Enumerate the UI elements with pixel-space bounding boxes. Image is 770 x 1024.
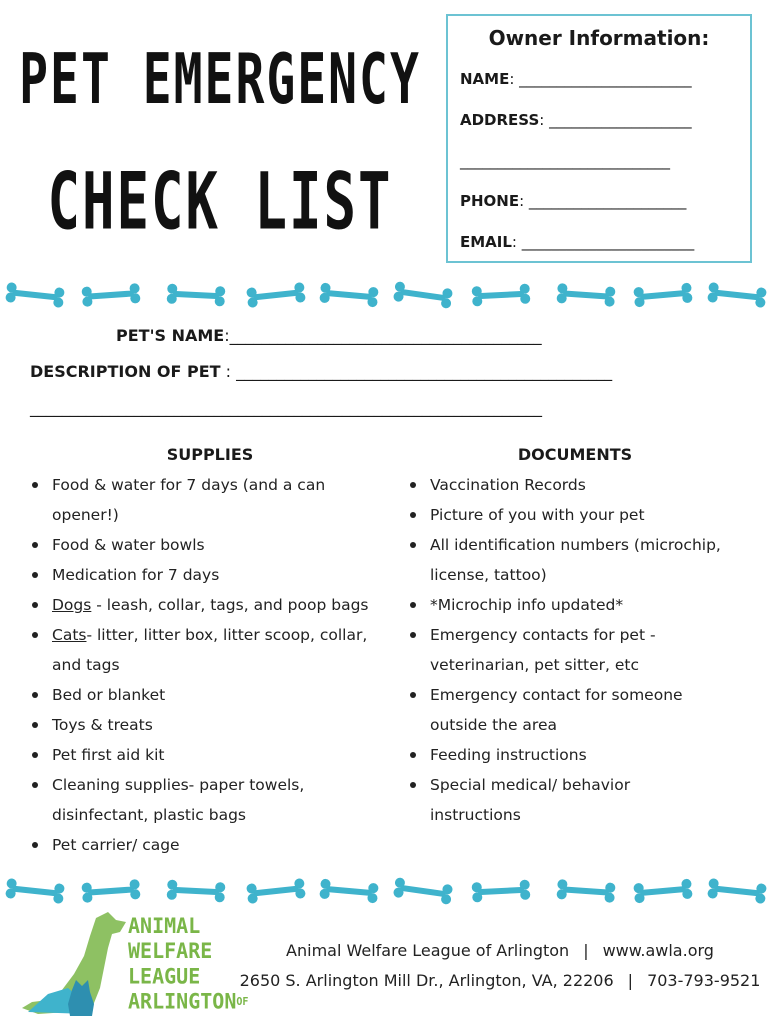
bone-icon <box>79 878 142 904</box>
list-item: All identification numbers (microchip, license, tattoo) <box>406 530 766 590</box>
list-item: Medication for 7 days <box>28 560 398 590</box>
owner-phone-blank: : _____________________ <box>519 192 687 210</box>
list-item: Dogs - leash, collar, tags, and poop bags <box>28 590 398 620</box>
bone-divider-bottom <box>0 876 770 906</box>
pet-name-field[interactable] <box>116 326 542 345</box>
awla-logo-text: ANIMAL WELFARE LEAGUE ARLINGTONOF <box>128 913 249 1014</box>
owner-email-blank: : _______________________ <box>511 233 695 251</box>
bone-icon <box>469 878 532 903</box>
list-item: Pet first aid kit <box>28 740 398 770</box>
list-item: Vaccination Records <box>406 470 766 500</box>
list-item: Special medical/ behavior instructions <box>406 770 766 830</box>
bone-icon <box>3 281 67 309</box>
page-title-line-1: PET EMERGENCY <box>19 39 421 121</box>
footer-separator: | <box>627 971 634 990</box>
documents-list <box>406 470 766 830</box>
owner-email-label: EMAIL <box>460 233 512 251</box>
list-item: Emergency contact for someone outside the area <box>406 680 766 740</box>
list-item: Pet carrier/ cage <box>28 830 398 860</box>
pet-name-label: PET'S NAME <box>116 326 225 345</box>
list-item: Food & water for 7 days (and a can opener!) <box>28 470 398 530</box>
bone-icon <box>317 877 381 904</box>
footer-phone: 703-793-9521 <box>647 971 761 990</box>
page-title-line-2: CHECK LIST <box>47 155 393 248</box>
list-item: Emergency contacts for pet - veterinarian, pet sitter, etc <box>406 620 766 680</box>
bone-icon <box>391 876 455 906</box>
list-item: Toys & treats <box>28 710 398 740</box>
supplies-heading: SUPPLIES <box>166 445 254 464</box>
list-item: Feeding instructions <box>406 740 766 770</box>
footer-line-2 <box>230 971 770 990</box>
bone-icon <box>469 282 532 307</box>
owner-name-blank: : _______________________ <box>509 70 692 88</box>
owner-phone-field[interactable] <box>460 192 686 210</box>
bone-icon <box>244 877 308 905</box>
list-item: Cleaning supplies- paper towels, disinfectant, plastic bags <box>28 770 398 830</box>
owner-address-field[interactable] <box>460 111 692 129</box>
dogs-label: Dogs <box>52 596 92 614</box>
list-item: *Microchip info updated* <box>406 590 766 620</box>
bone-icon <box>317 281 381 308</box>
bone-icon <box>79 282 142 308</box>
bone-icon <box>164 878 227 903</box>
owner-email-field[interactable] <box>460 233 694 251</box>
owner-address-line-2[interactable]: ____________________________ <box>460 152 670 170</box>
bone-icon <box>705 281 769 309</box>
list-item: Bed or blanket <box>28 680 398 710</box>
owner-name-label: NAME <box>460 70 510 88</box>
footer-org: Animal Welfare League of Arlington <box>286 941 570 960</box>
pet-description-field[interactable] <box>30 362 612 381</box>
owner-address-label: ADDRESS <box>460 111 540 129</box>
supplies-list <box>28 470 398 860</box>
owner-information-heading: Owner Information: <box>488 26 710 50</box>
footer-address: 2650 S. Arlington Mill Dr., Arlington, VA, 22206 <box>239 971 614 990</box>
bone-icon <box>3 877 67 905</box>
pet-description-label: DESCRIPTION OF PET <box>30 362 221 381</box>
list-item: Cats- litter, litter box, litter scoop, collar, and tags <box>28 620 398 680</box>
documents-heading: DOCUMENTS <box>517 445 633 464</box>
owner-address-blank: : ___________________ <box>539 111 692 129</box>
cats-label: Cats <box>52 626 87 644</box>
pet-description-line-2[interactable]: ________________________________________________________________ <box>30 398 542 417</box>
list-item: Food & water bowls <box>28 530 398 560</box>
footer-website-link[interactable]: www.awla.org <box>602 941 714 960</box>
owner-name-field[interactable] <box>460 70 692 88</box>
list-item: Picture of you with your pet <box>406 500 766 530</box>
bone-divider-top <box>0 280 770 310</box>
footer-line-1 <box>230 941 770 960</box>
pet-description-blank: : _______________________________________________ <box>220 362 613 381</box>
pet-name-blank: :_______________________________________ <box>224 326 542 345</box>
owner-phone-label: PHONE <box>460 192 520 210</box>
bone-icon <box>164 282 227 307</box>
bone-icon <box>631 877 695 904</box>
bone-icon <box>391 280 455 310</box>
bone-icon <box>705 877 769 905</box>
bone-icon <box>631 281 695 308</box>
bone-icon <box>554 282 617 308</box>
owner-information-box <box>446 14 752 263</box>
bone-icon <box>554 878 617 904</box>
footer-separator: | <box>583 941 589 960</box>
bone-icon <box>244 281 308 309</box>
